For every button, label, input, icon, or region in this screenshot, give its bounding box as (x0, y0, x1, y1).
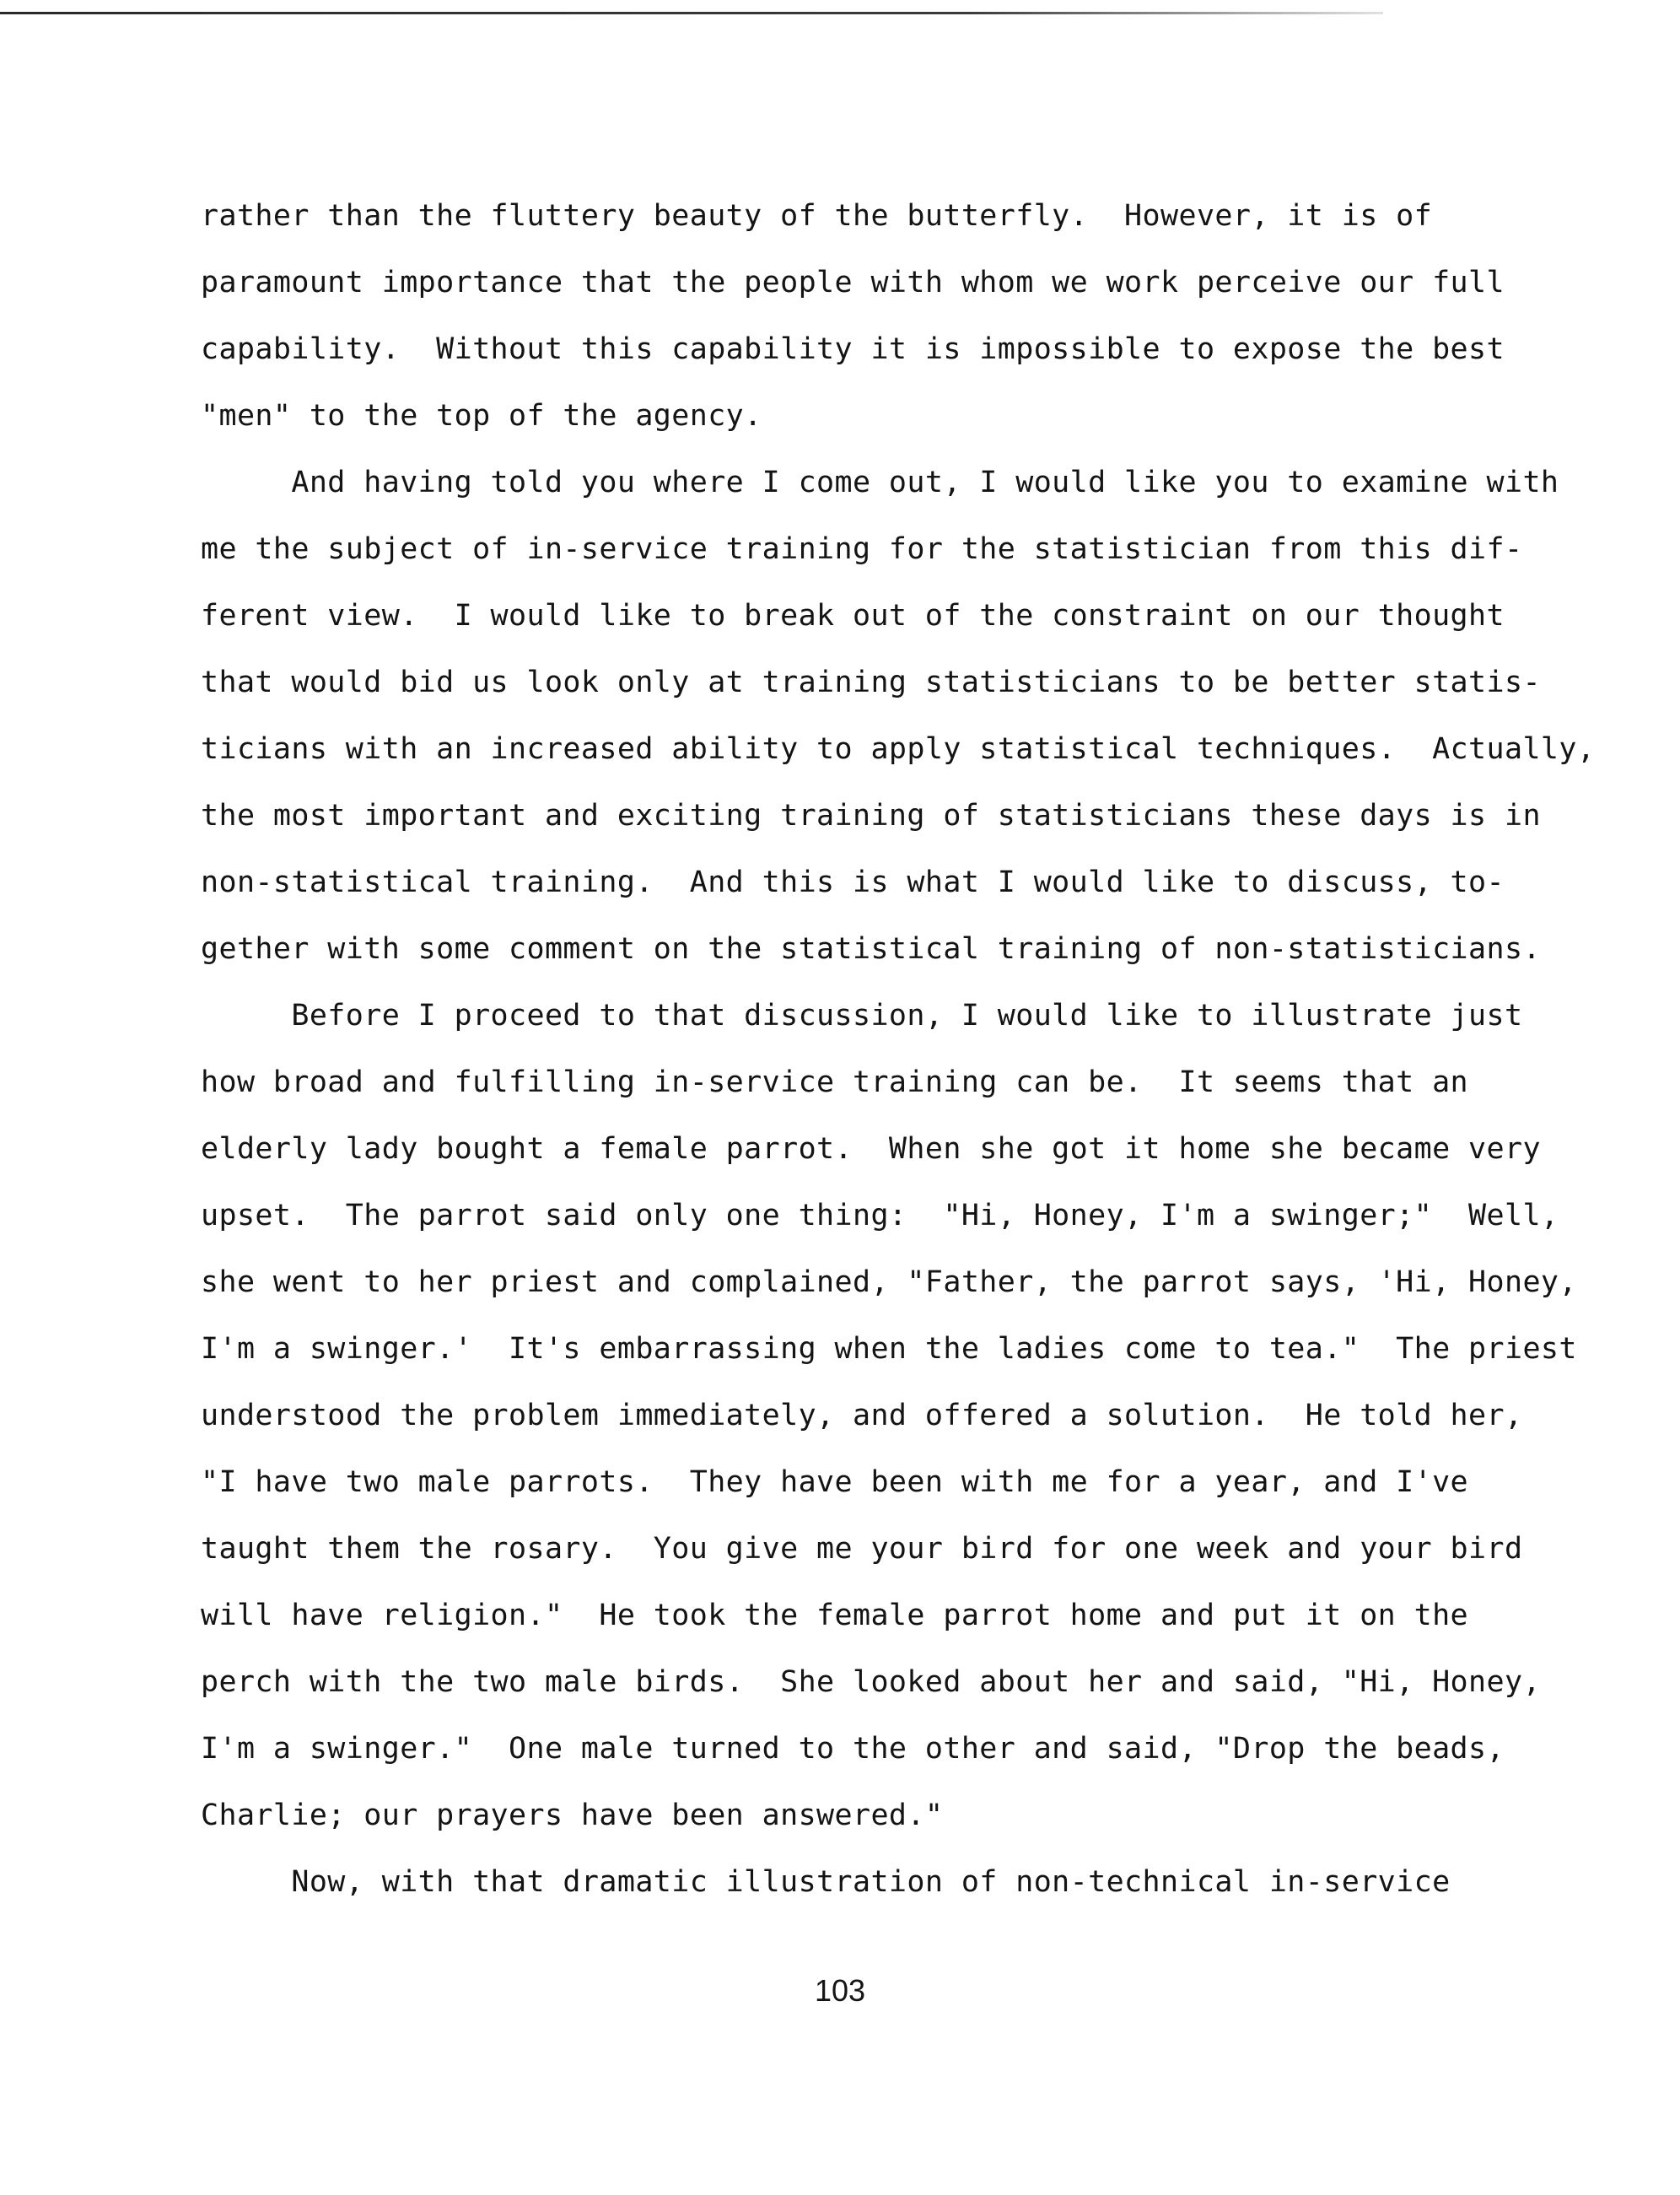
text-line: I'm a swinger.' It's embarrassing when the ladies come to tea." The priest (201, 1332, 1577, 1366)
text-line: that would bid us look only at training statisticians to be better statis- (201, 666, 1541, 699)
text-line: Now, with that dramatic illustration of non-technical in-service (201, 1865, 1451, 1899)
text-line: rather than the fluttery beauty of the butterfly. However, it is of (201, 199, 1433, 233)
text-line: ticians with an increased ability to apply statistical techniques. Actually, (201, 732, 1596, 766)
text-line: And having told you where I come out, I would like you to examine with (201, 466, 1559, 499)
top-scan-rule (0, 12, 1383, 14)
text-line: "I have two male parrots. They have been with me for a year, and I've (201, 1465, 1469, 1499)
text-line: me the subject of in-service training for the statistician from this dif- (201, 532, 1523, 566)
text-line: capability. Without this capability it is impossible to expose the best (201, 332, 1505, 366)
text-line: perch with the two male birds. She looked about her and said, "Hi, Honey, (201, 1665, 1541, 1699)
text-line: Before I proceed to that discussion, I would like to illustrate just (201, 999, 1523, 1033)
text-line: she went to her priest and complained, "Father, the parrot says, 'Hi, Honey, (201, 1265, 1577, 1299)
text-line: understood the problem immediately, and offered a solution. He told her, (201, 1399, 1523, 1432)
text-line: "men" to the top of the agency. (201, 399, 762, 433)
text-line: upset. The parrot said only one thing: "Hi, Honey, I'm a swinger;" Well, (201, 1199, 1559, 1232)
text-line: gether with some comment on the statistical training of non-statisticians. (201, 932, 1541, 966)
text-line: I'm a swinger." One male turned to the other and said, "Drop the beads, (201, 1732, 1505, 1766)
text-line: non-statistical training. And this is what I would like to discuss, to- (201, 866, 1505, 899)
text-line: will have religion." He took the female parrot home and put it on the (201, 1599, 1469, 1632)
text-line: Charlie; our prayers have been answered." (201, 1799, 944, 1832)
page-number: 103 (814, 1973, 866, 2008)
text-line: paramount importance that the people with whom we work perceive our full (201, 266, 1505, 299)
text-line: how broad and fulfilling in-service training can be. It seems that an (201, 1065, 1469, 1099)
text-line: taught them the rosary. You give me your bird for one week and your bird (201, 1532, 1523, 1566)
text-line: ferent view. I would like to break out of the constraint on our thought (201, 599, 1505, 633)
text-line: the most important and exciting training of statisticians these days is in (201, 799, 1541, 833)
text-line: elderly lady bought a female parrot. When she got it home she became very (201, 1132, 1541, 1166)
